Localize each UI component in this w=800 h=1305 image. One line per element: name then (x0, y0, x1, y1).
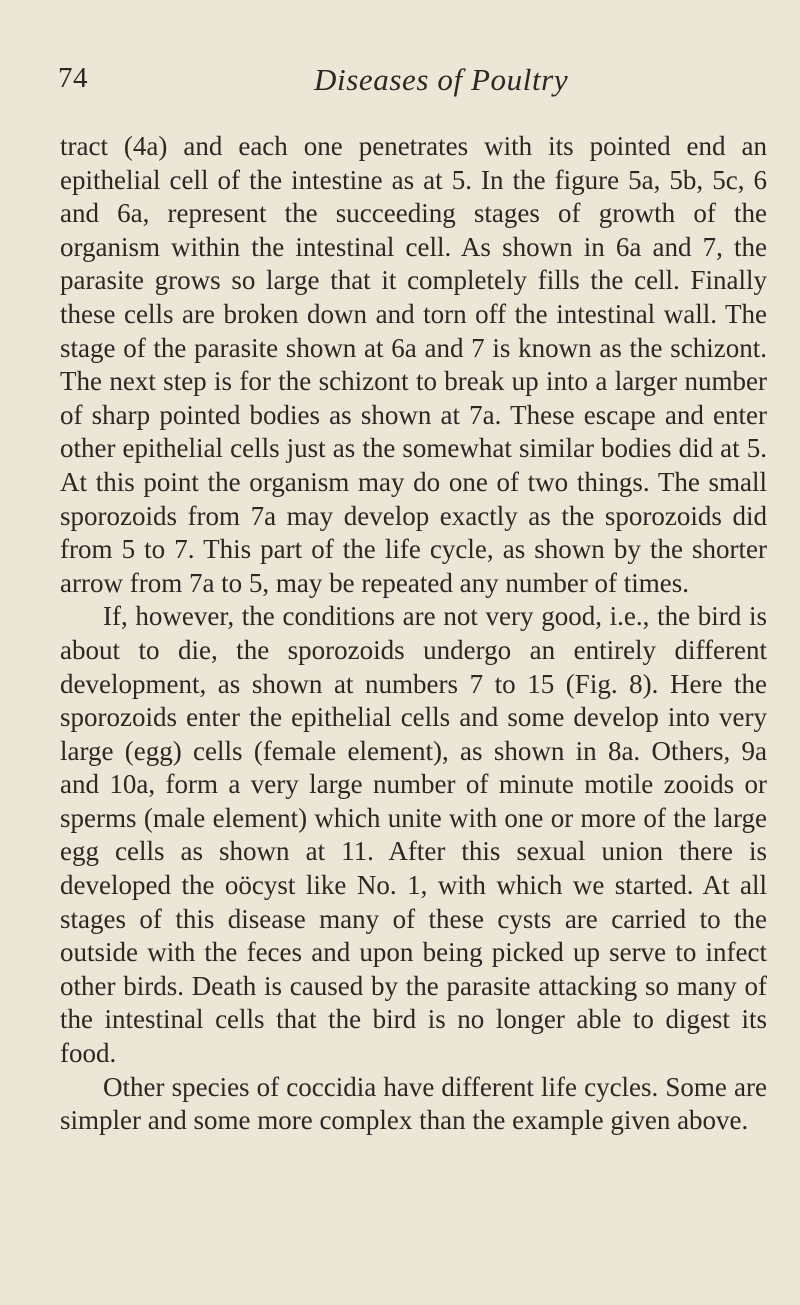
running-title: Diseases of Poultry (314, 62, 569, 97)
body-text (60, 130, 767, 1138)
paragraph-1: tract (4a) and each one penetrates with its pointed end an epithelial cell of the intestine as at 5. In the figure 5a, 5b, 5c, 6 and 6a, represent the succeeding stages of growth of the organism within the intestinal cell. As shown in 6a and 7, the parasite grows so large that it completely fills the cell. Finally these cells are broken down and torn off the intestinal wall. The stage of the parasite shown at 6a and 7 is known as the schizont. The next step is for the schizont to break up into a larger number of sharp pointed bodies as shown at 7a. These escape and enter other epithelial cells just as the somewhat similar bodies did at 5. At this point the organism may do one of two things. The small sporozoids from 7a may develop exactly as the sporozoids did from 5 to 7. This part of the life cycle, as shown by the shorter arrow from 7a to 5, may be repeated any number of times. (60, 131, 767, 598)
page-number: 74 (58, 62, 88, 94)
running-head (60, 62, 767, 122)
paragraph-2: If, however, the conditions are not very good, i.e., the bird is about to die, the sporozoids undergo an entirely different development, as shown at numbers 7 to 15 (Fig. 8). Here the sporozoids enter the epithelial cells and some develop into very large (egg) cells (female element), as shown in 8a. Others, 9a and 10a, form a very large number of minute motile zooids or sperms (male element) which unite with one or more of the large egg cells as shown at 11. After this sexual union there is developed the oöcyst like No. 1, with which we started. At all stages of this disease many of these cysts are carried to the outside with the feces and upon being picked up serve to infect other birds. Death is caused by the parasite attacking so many of the intestinal cells that the bird is no longer able to digest its food. (60, 601, 767, 1069)
paragraph-3: Other species of coccidia have different life cycles. Some are simpler and some more complex than the example given above. (60, 1071, 767, 1136)
book-page (0, 62, 800, 1305)
